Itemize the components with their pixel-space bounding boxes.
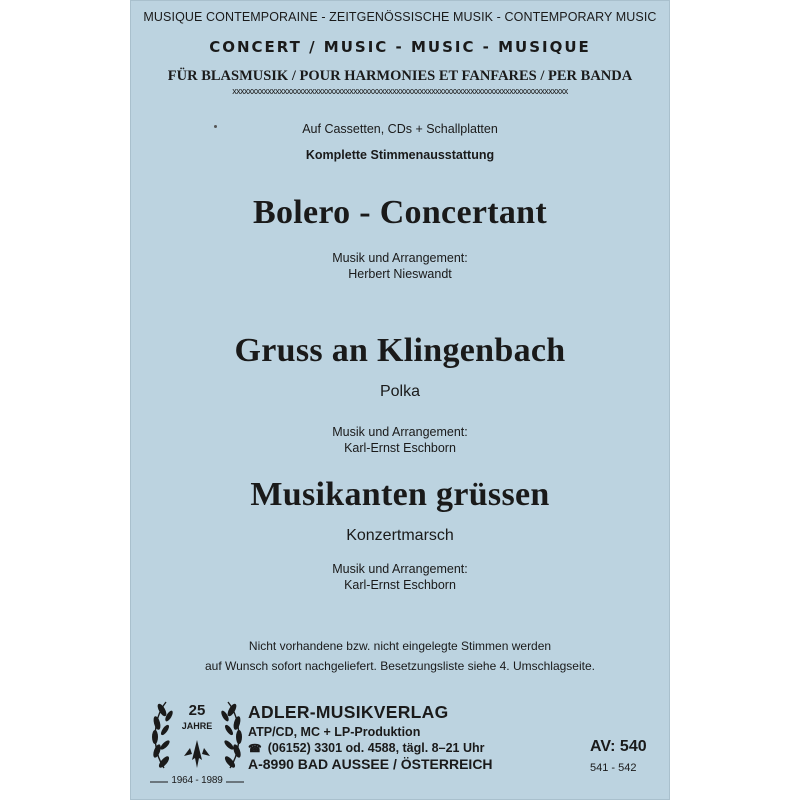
publisher-products: ATP/CD, MC + LP-Produktion xyxy=(248,725,421,739)
publisher-name: ADLER-MUSIKVERLAG xyxy=(248,702,449,722)
publisher-phone-row xyxy=(248,741,493,755)
credit-label: Musik und Arrangement: xyxy=(332,251,468,265)
publisher-address: A-8990 BAD AUSSEE / ÖSTERREICH xyxy=(248,756,493,772)
parts-text: Komplette Stimmenausstattung xyxy=(305,148,495,162)
piece-title-2: Gruss an Klingenbach xyxy=(234,332,566,369)
composer-name: Karl-Ernst Eschborn xyxy=(344,441,456,455)
header-concert-line: CONCERT / MUSIC - MUSIC - MUSIQUE xyxy=(209,38,591,56)
header-genre-line: MUSIQUE CONTEMPORAINE - ZEITGENÖSSISCHE MUSIK - CONTEMPORARY MUSIC xyxy=(143,10,657,24)
composer-name: Karl-Ernst Eschborn xyxy=(344,578,456,592)
piece-title-1: Bolero - Concertant xyxy=(252,194,547,231)
catalog-range: 541 - 542 xyxy=(590,762,637,774)
separator-line: xxxxxxxxxxxxxxxxxxxxxxxxxxxxxxxxxxxxxxxxxxxxxxxxxxxxxxxxxxxxxxxxxxxxxxxxxxxxxxxxxxxxxx xyxy=(232,86,568,96)
anniversary-emblem xyxy=(142,690,252,790)
anniversary-number: 25 xyxy=(188,702,206,719)
composer-name: Herbert Nieswandt xyxy=(348,267,452,281)
piece-genre-2: Polka xyxy=(379,383,421,400)
piece-credit-3 xyxy=(130,561,670,593)
publisher-block xyxy=(248,702,493,772)
catalog-number: AV: 540 xyxy=(590,738,647,755)
piece-credit-2 xyxy=(130,424,670,456)
credit-label: Musik und Arrangement: xyxy=(332,562,468,576)
credit-label: Musik und Arrangement: xyxy=(332,425,468,439)
piece-genre-3: Konzertmarsch xyxy=(346,527,454,544)
phone-icon: ☎ xyxy=(248,743,262,755)
piece-title-3: Musikanten grüssen xyxy=(250,476,550,513)
piece-credit-1 xyxy=(130,250,670,282)
publisher-phone: (06152) 3301 od. 4588, tägl. 8–21 Uhr xyxy=(267,741,485,755)
sheet-music-cover xyxy=(130,0,670,800)
anniversary-years: 1964 - 1989 xyxy=(171,775,223,786)
notice-text xyxy=(130,636,670,676)
formats-text: Auf Cassetten, CDs + Schallplatten xyxy=(302,122,498,136)
notice-line-2: auf Wunsch sofort nachgeliefert. Besetzungsliste siehe 4. Umschlagseite. xyxy=(205,659,595,673)
notice-line-1: Nicht vorhandene bzw. nicht eingelegte Stimmen werden xyxy=(248,639,552,653)
anniversary-label: JAHRE xyxy=(181,721,213,731)
header-band-line: FÜR BLASMUSIK / POUR HARMONIES ET FANFARES / PER BANDA xyxy=(167,68,633,84)
